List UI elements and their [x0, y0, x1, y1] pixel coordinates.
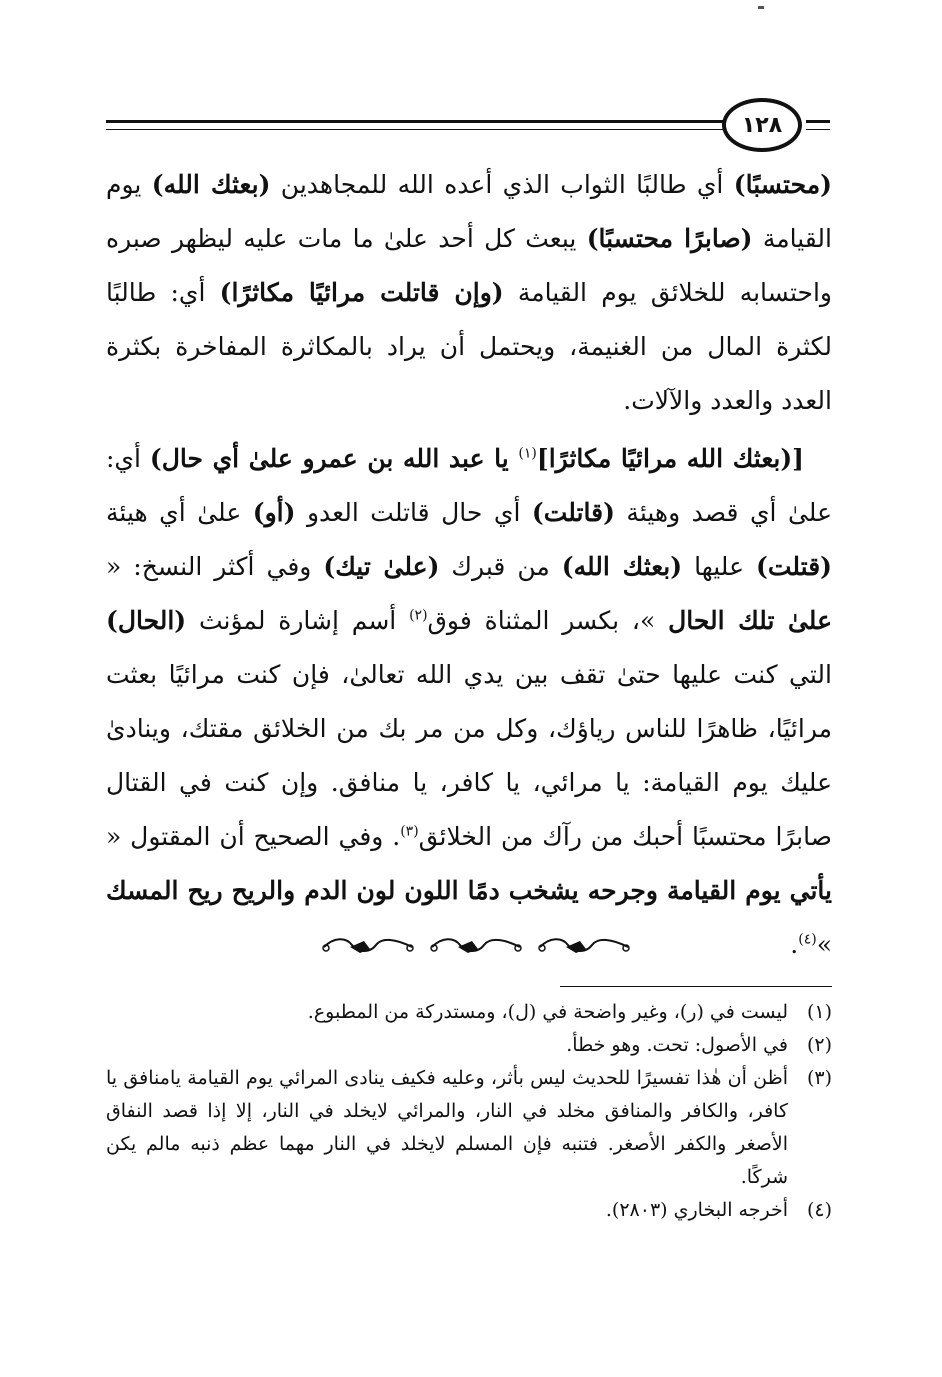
bold-phrase: (قاتلت) [531, 498, 615, 527]
bold-phrase: (بعثك الله) [561, 552, 683, 581]
footnote-ref: (١) [518, 445, 537, 462]
footnote-number: (١) [806, 1001, 832, 1023]
bold-phrase: يا عبد الله بن عمرو علىٰ أي حال) [149, 444, 519, 473]
footnotes [106, 996, 832, 1227]
bold-phrase: (أو) [252, 498, 296, 527]
text-run: علىٰ أي هيئة [106, 498, 253, 527]
footnote-text: أظن أن هٰذا تفسيرًا للحديث ليس بأثر، وعليه فكيف ينادى المرائي يوم القيامة يامنافق يا كافر، والكافر والمنافق مخلد في النار، والمرائي لايخلد في النار، إلا إذا قصد النفاق الأصغر والكفر الأصغر. فتنبه فإن المسلم لايخلد في النار مهما عظم ذنبه مالم يكن شركًا. [106, 1067, 788, 1188]
text-run: أي: طالبًا لكثرة المال من الغنيمة، ويحتمل أن يراد بالمكاثرة المفاخرة بكثرة العدد والعدد والآلات. [106, 278, 832, 415]
text-run: يوم القيامة [106, 170, 832, 253]
footnote-1 [106, 996, 832, 1029]
footnote-3 [106, 1062, 832, 1194]
ornament-flourish-icon [320, 931, 416, 961]
text-run: يبعث كل أحد علىٰ ما مات عليه ليظهر صبره واحتسابه للخلائق يوم القيامة [106, 224, 832, 307]
text-run: . وفي الصحيح أن المقتول « [106, 822, 401, 851]
footnote-text: ليست في (ر)، وغير واضحة في (ل)، ومستدركة من المطبوع. [307, 1001, 788, 1023]
footnote-number: (٢) [806, 1034, 832, 1056]
ornament-flourish-icon [536, 931, 632, 961]
footnote-ref: (٤) [798, 931, 817, 948]
header-rule-thin [106, 129, 724, 130]
text-run: أي: علىٰ أي قصد وهيئة [106, 444, 832, 527]
footnote-text: أخرجه البخاري (٢٨٠٣). [605, 1199, 788, 1221]
bold-phrase: [(بعثك الله مرائيًا مكاثرًا] [536, 444, 805, 473]
footnote-text: في الأصول: تحت. وهو خطأ. [566, 1034, 788, 1056]
text-run: . [790, 930, 799, 959]
main-text [106, 158, 832, 972]
footnote-4 [106, 1194, 832, 1227]
bold-phrase: (الحال) [106, 606, 187, 635]
bold-phrase: (وإن قاتلت مرائيًا مكاثرًا) [219, 278, 504, 307]
page-top-mark [758, 6, 764, 9]
footnote-ref: (٣) [400, 823, 419, 840]
footnote-separator [560, 986, 832, 987]
bold-phrase: (قتلت) [756, 552, 832, 581]
header-rule-thick [106, 120, 724, 123]
bold-phrase: (صابرًا محتسبًا) [586, 224, 753, 253]
section-ornament [320, 928, 632, 964]
footnote-2 [106, 1029, 832, 1062]
header-rule-thick-right [806, 120, 830, 123]
text-run: من قبرك [439, 552, 562, 581]
text-run: أسم إشارة لمؤنث [186, 606, 410, 635]
ornament-flourish-icon [428, 931, 524, 961]
bold-phrase: علىٰ تلك الحال [668, 606, 832, 635]
bold-phrase: يأتي يوم القيامة وجرحه يشخب دمًا اللون لون الدم والريح ريح المسك [106, 876, 832, 905]
bold-phrase: (علىٰ تيك) [323, 552, 440, 581]
paragraph-2 [106, 432, 832, 972]
text-run: »، بكسر المثناة فوق [427, 606, 669, 635]
footnote-number: (٣) [806, 1067, 832, 1089]
footnote-number: (٤) [806, 1199, 832, 1221]
text-run: أي طالبًا الثواب الذي أعده الله للمجاهدين [270, 170, 734, 199]
text-run: التي كنت عليها حتىٰ تقف بين يدي الله تعالىٰ، فإن كنت مرائيًا بعثت مرائيًا، ظاهرًا للناس رياؤك، وكل من مر بك من الخلائق مقتك، وينادىٰ عليك يوم القيامة: يا مرائي، يا كافر، يا منافق. وإن كنت في القتال صابرًا محتسبًا أحبك من رآك من الخلائق [106, 660, 832, 851]
page-number: ١٢٨ [722, 98, 802, 152]
header-rule-thin-right [806, 129, 830, 130]
text-run: عليها [682, 552, 757, 581]
bold-phrase: (محتسبًا) [733, 170, 832, 199]
footnote-ref: (٢) [409, 607, 428, 624]
text-run: وفي أكثر النسخ: « [106, 552, 324, 581]
paragraph-1 [106, 158, 832, 428]
text-run: » [816, 930, 832, 959]
page-header [106, 98, 832, 154]
text-run: أي حال قاتلت العدو [295, 498, 532, 527]
bold-phrase: (بعثك الله) [151, 170, 271, 199]
